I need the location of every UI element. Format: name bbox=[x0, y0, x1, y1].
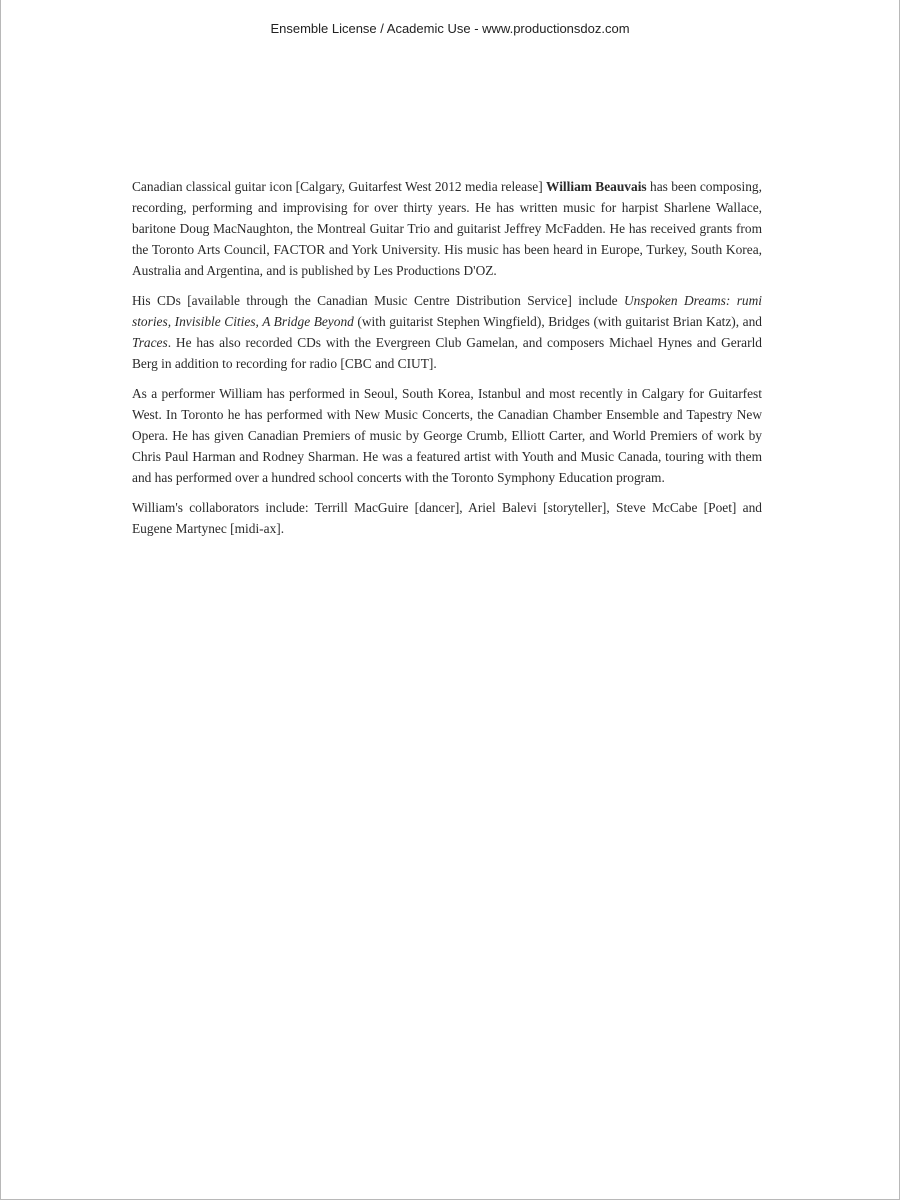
discography-text-2: (with guitarist Stephen Wingfield), Bridges (with guitarist Brian Katz), and bbox=[353, 314, 762, 329]
bio-intro-text-rest: has been composing, recording, performing and improvising for over thirty years. He has written music for harpist Sharlene Wallace, baritone Doug MacNaughton, the Montreal Guitar Trio and guitarist Jeffrey McFadden. He has received grants from the Toronto Arts Council, FACTOR and York University. His music has been heard in Europe, Turkey, South Korea, Australia and Argentina, and is published by Les Productions D'OZ. bbox=[132, 179, 762, 278]
bio-paragraph-performances: As a performer William has performed in Seoul, South Korea, Istanbul and most recently in Calgary for Guitarfest West. In Toronto he has performed with New Music Concerts, the Canadian Chamber Ensemble and Tapestry New Opera. He has given Canadian Premiers of music by George Crumb, Elliott Carter, and World Premiers of work by Chris Paul Harman and Rodney Sharman. He was a featured artist with Youth and Music Canada, touring with them and has performed over a hundred school concerts with the Toronto Symphony Education program. bbox=[132, 386, 762, 485]
bio-paragraph-intro bbox=[132, 176, 762, 281]
discography-text-3: . He has also recorded CDs with the Evergreen Club Gamelan, and composers Michael Hynes and Gerarld Berg in addition to recording for radio [CBC and CIUT]. bbox=[132, 335, 762, 371]
bio-intro-text: Canadian classical guitar icon [Calgary, Guitarfest West 2012 media release] bbox=[132, 179, 547, 194]
composer-name: William Beauvais bbox=[546, 179, 647, 194]
discography-text: His CDs [available through the Canadian Music Centre Distribution Service] include bbox=[132, 293, 625, 308]
album-title-traces: Traces bbox=[132, 335, 168, 350]
biography-text bbox=[132, 176, 762, 548]
bio-paragraph-discography bbox=[132, 290, 762, 374]
bio-paragraph-collaborators: William's collaborators include: Terrill MacGuire [dancer], Ariel Balevi [storyteller], Steve McCabe [Poet] and Eugene Martynec [midi-ax]. bbox=[132, 500, 762, 536]
license-header: Ensemble License / Academic Use - www.productionsdoz.com bbox=[270, 21, 630, 36]
album-titles: Unspoken Dreams: rumi stories, Invisible Cities, A Bridge Beyond bbox=[132, 293, 763, 329]
